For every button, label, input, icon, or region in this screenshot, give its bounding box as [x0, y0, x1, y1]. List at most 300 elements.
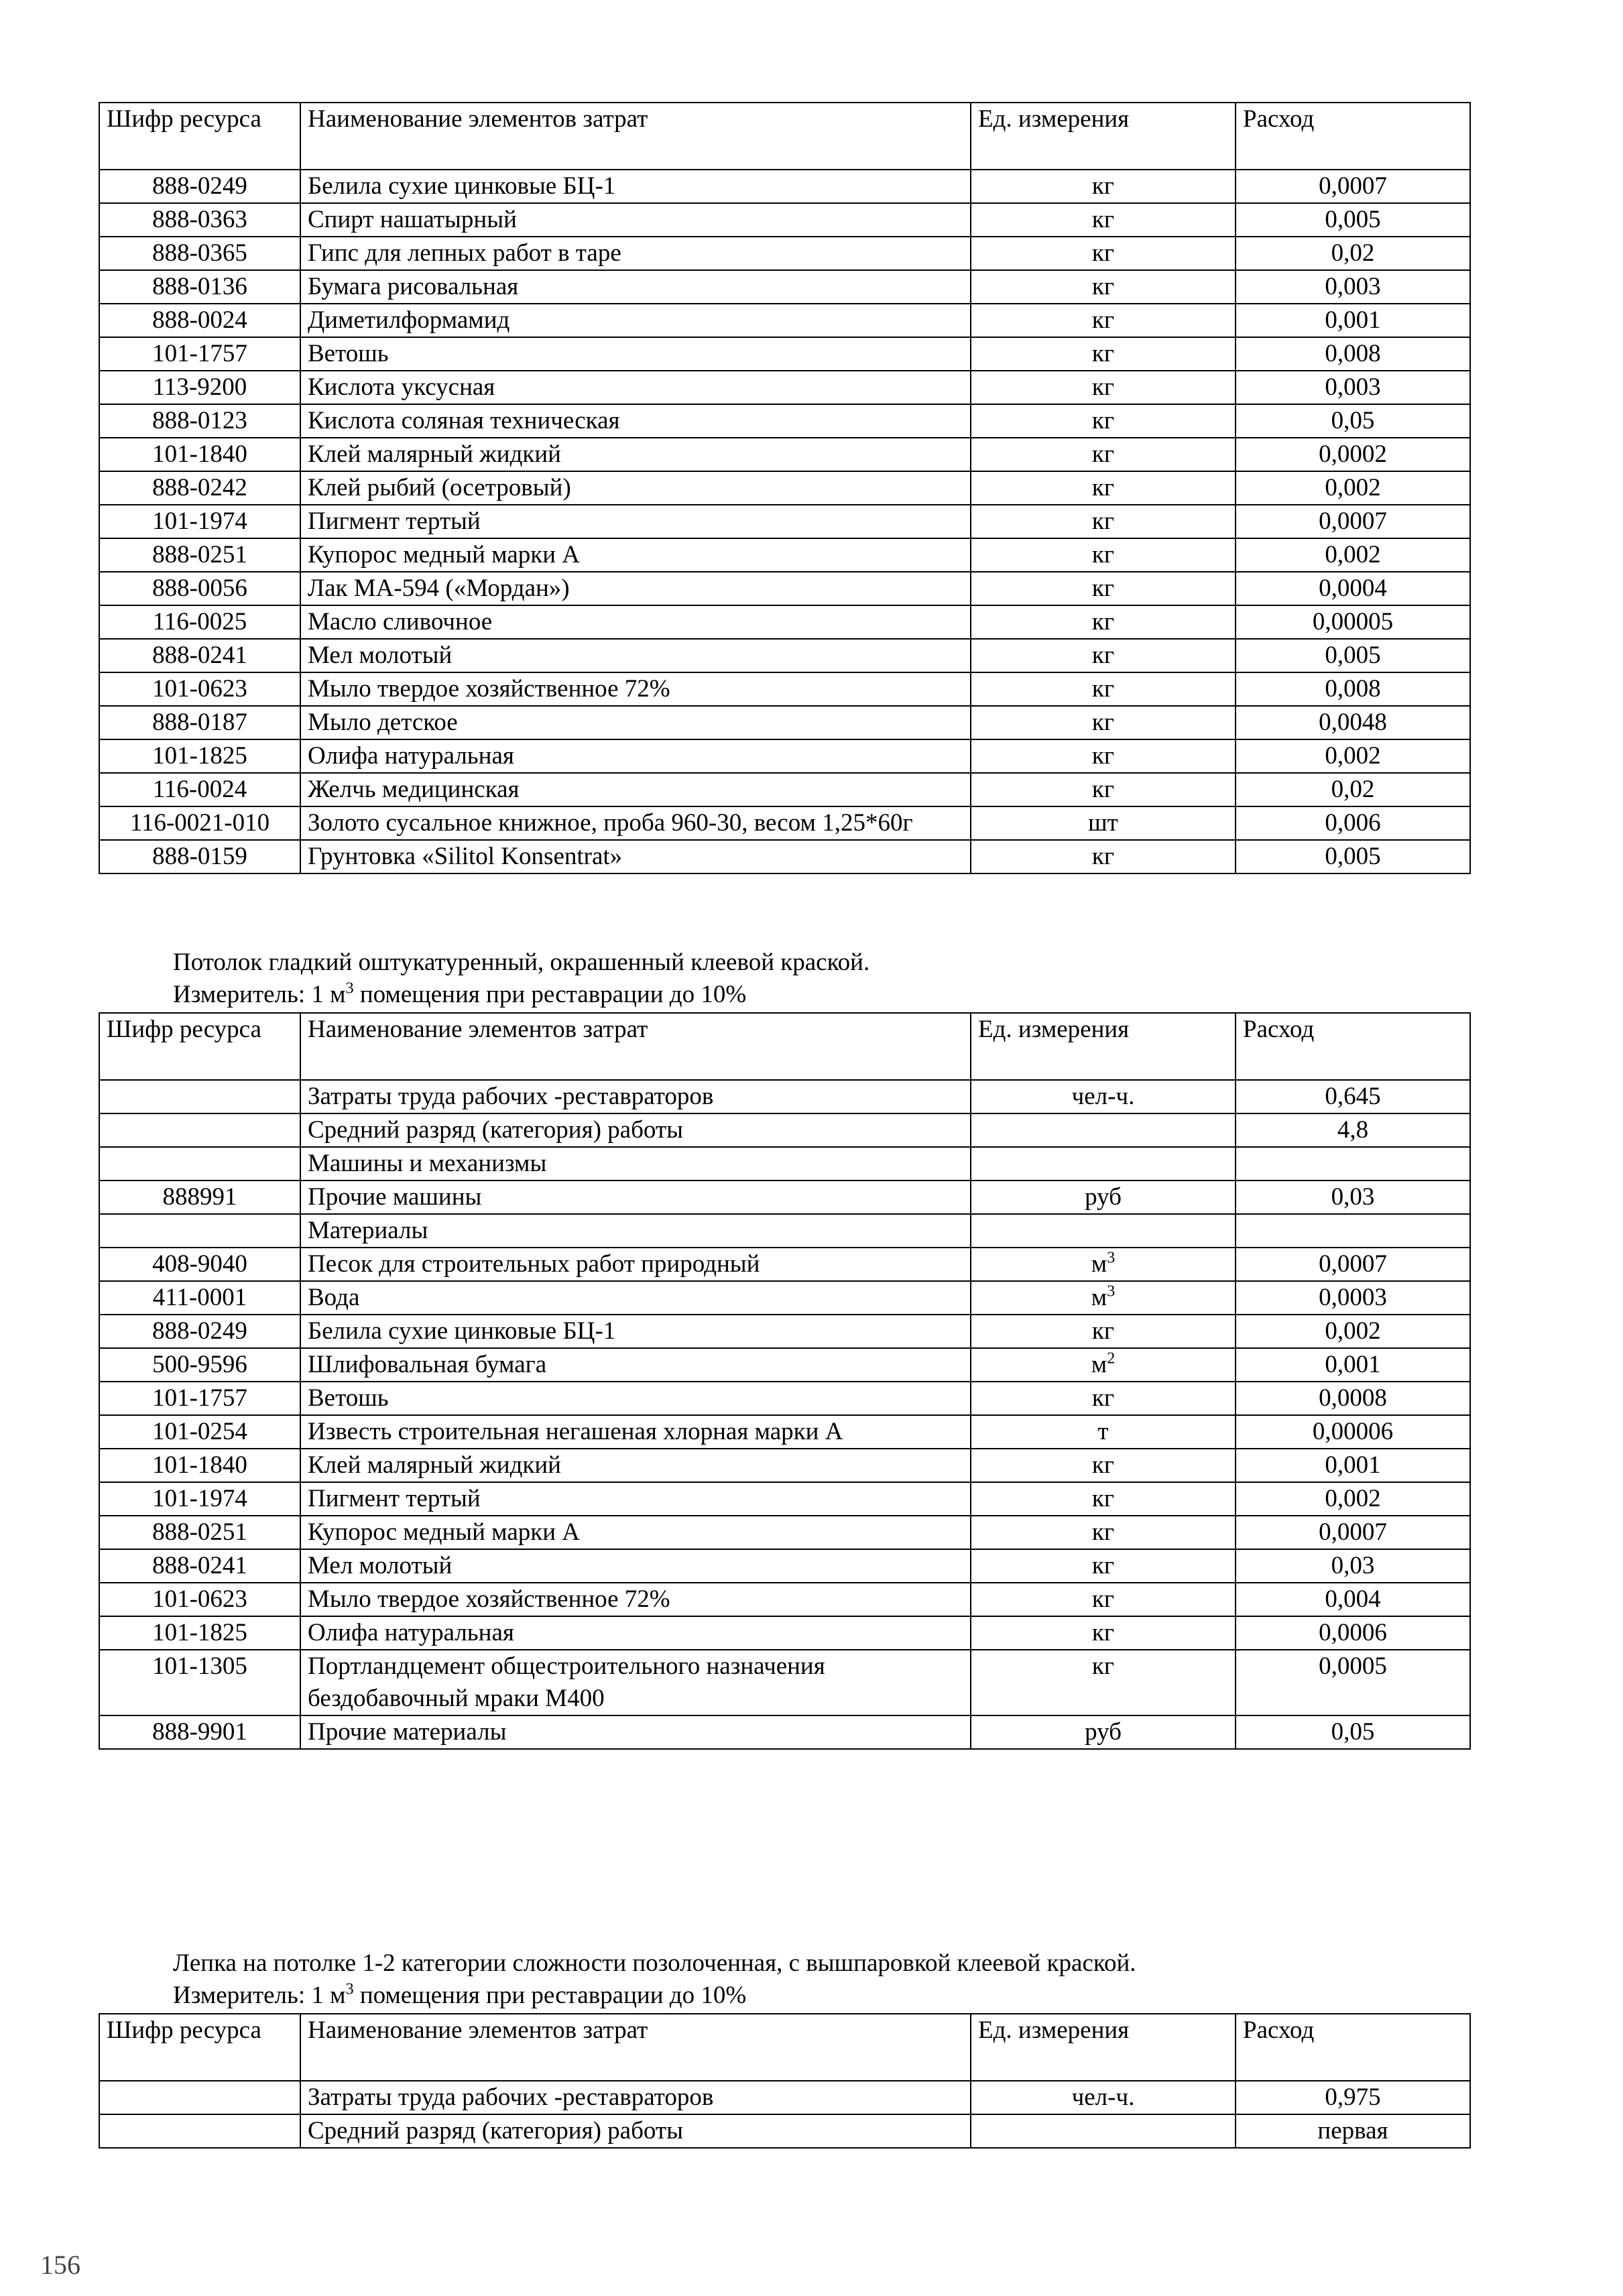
cost-element-name-text: Кислота уксусная	[308, 373, 495, 401]
resource-code	[99, 237, 300, 270]
table-row	[99, 773, 1470, 806]
unit-of-measure-text: чел-ч.	[1071, 1083, 1135, 1110]
unit-of-measure	[971, 1616, 1236, 1650]
unit-of-measure	[971, 1080, 1236, 1113]
resource-code	[99, 739, 300, 773]
unit-of-measure-text: кг	[1091, 1652, 1115, 1680]
consumption-value-text: 0,002	[1325, 742, 1381, 770]
resource-code-text: 101-1974	[152, 1485, 247, 1512]
table-row	[99, 337, 1470, 371]
consumption-value-text: 0,001	[1325, 306, 1381, 334]
resource-code	[99, 806, 300, 840]
unit-of-measure-text: кг	[1091, 306, 1115, 334]
consumption-value-text: 0,0007	[1319, 507, 1387, 535]
unit-of-measure-text: кг	[1091, 709, 1115, 736]
unit-of-measure	[971, 773, 1236, 806]
cost-element-name-text: Мел молотый	[308, 1552, 453, 1579]
unit-of-measure	[971, 1449, 1236, 1482]
cost-element-name	[300, 1382, 971, 1415]
header-unit: Ед. измерения	[971, 2014, 1236, 2081]
unit-of-measure-text: кг	[1091, 507, 1115, 535]
section-2-measure	[173, 979, 746, 1011]
unit-of-measure-text: кг	[1091, 575, 1115, 602]
resource-code	[99, 1549, 300, 1583]
unit-of-measure	[971, 1650, 1236, 1715]
resource-code	[99, 672, 300, 706]
cost-element-name	[300, 1080, 971, 1113]
unit-of-measure	[971, 505, 1236, 538]
cost-element-name	[300, 203, 971, 237]
unit-of-measure	[971, 706, 1236, 739]
unit-of-measure-text: кг	[1091, 1384, 1115, 1412]
table-row	[99, 304, 1470, 337]
unit-of-measure	[971, 471, 1236, 505]
header-unit: Ед. измерения	[971, 1013, 1236, 1080]
consumption-value	[1236, 672, 1470, 706]
unit-of-measure	[971, 806, 1236, 840]
cost-element-name	[300, 1516, 971, 1549]
table-row	[99, 1516, 1470, 1549]
resource-code-text: 101-1757	[152, 1384, 247, 1412]
resource-code-text: 101-1757	[152, 340, 247, 367]
consumption-value-text: первая	[1317, 2117, 1388, 2144]
resource-code	[99, 2081, 300, 2114]
consumption-value	[1236, 471, 1470, 505]
unit-of-measure	[971, 1516, 1236, 1549]
consumption-value	[1236, 739, 1470, 773]
unit-of-measure-text: чел-ч.	[1071, 2083, 1135, 2111]
resource-code	[99, 1113, 300, 1147]
table-3-body	[99, 2081, 1470, 2148]
resource-code	[99, 639, 300, 672]
consumption-value-text: 0,0006	[1319, 1619, 1387, 1646]
resource-code	[99, 1315, 300, 1348]
consumption-value	[1236, 1616, 1470, 1650]
resource-code	[99, 2114, 300, 2148]
consumption-value	[1236, 538, 1470, 572]
table-row	[99, 1214, 1470, 1248]
cost-element-name	[300, 1549, 971, 1583]
cost-element-name	[300, 840, 971, 873]
cost-element-name-text: Клей малярный жидкий	[308, 1451, 561, 1479]
cost-element-name-text: Грунтовка «Silitol Konsentrat»	[308, 843, 623, 870]
resource-code	[99, 337, 300, 371]
cost-element-name	[300, 237, 971, 270]
resource-code-text: 101-0254	[152, 1418, 247, 1445]
resource-code	[99, 1348, 300, 1382]
cost-element-name-text: Клей малярный жидкий	[308, 440, 561, 468]
table-row	[99, 605, 1470, 639]
consumption-value	[1236, 1650, 1470, 1715]
cost-element-name	[300, 739, 971, 773]
resource-code	[99, 471, 300, 505]
resource-code	[99, 203, 300, 237]
consumption-value	[1236, 170, 1470, 203]
unit-of-measure-text: м	[1091, 1351, 1107, 1378]
table-row	[99, 840, 1470, 873]
section-3-measure-suffix: помещения при реставрации до 10%	[353, 1982, 747, 2009]
consumption-value	[1236, 1348, 1470, 1382]
resource-table-2	[99, 1012, 1471, 1750]
consumption-value-text: 0,004	[1325, 1585, 1381, 1613]
unit-of-measure	[971, 1382, 1236, 1415]
resource-code-text: 888-0363	[152, 206, 247, 233]
table-header-row	[99, 103, 1470, 170]
section-3-measure	[173, 1980, 746, 2012]
table-row	[99, 1348, 1470, 1382]
header-qty: Расход	[1236, 1013, 1470, 1080]
table-row	[99, 505, 1470, 538]
header-code: Шифр ресурса	[99, 2014, 300, 2081]
resource-code-text: 888-0123	[152, 407, 247, 434]
header-name: Наименование элементов затрат	[300, 103, 971, 170]
consumption-value-text: 0,0003	[1319, 1284, 1387, 1311]
resource-code-text: 888-9901	[152, 1718, 247, 1746]
unit-of-measure-text: кг	[1091, 1552, 1115, 1579]
cost-element-name	[300, 170, 971, 203]
cost-element-name-text: Материалы	[308, 1217, 428, 1244]
unit-of-measure	[971, 840, 1236, 873]
table-row	[99, 270, 1470, 304]
consumption-value-text: 0,001	[1325, 1451, 1381, 1479]
table-row	[99, 170, 1470, 203]
cost-element-name	[300, 706, 971, 739]
unit-of-measure	[971, 538, 1236, 572]
resource-code-text: 101-1305	[152, 1652, 247, 1680]
consumption-value-text: 0,005	[1325, 642, 1381, 669]
resource-code-text: 888-0241	[152, 1552, 247, 1579]
table-row	[99, 706, 1470, 739]
unit-of-measure	[971, 672, 1236, 706]
section-2-measure-prefix: Измеритель: 1 м	[173, 981, 346, 1008]
consumption-value-text: 0,002	[1325, 474, 1381, 501]
resource-table-3	[99, 2013, 1471, 2149]
cost-element-name-text: Спирт нашатырный	[308, 206, 517, 233]
resource-code	[99, 1214, 300, 1248]
resource-code-text: 888-0251	[152, 541, 247, 568]
cost-element-name	[300, 1315, 971, 1348]
unit-of-measure	[971, 2081, 1236, 2114]
resource-code	[99, 1516, 300, 1549]
resource-code	[99, 1616, 300, 1650]
cost-element-name-text: Купорос медный марки А	[308, 1518, 581, 1546]
section-3-measure-sup: 3	[345, 1980, 354, 1998]
cost-element-name-text: Машины и механизмы	[308, 1150, 547, 1177]
unit-of-measure-text: руб	[1085, 1718, 1122, 1746]
consumption-value	[1236, 1449, 1470, 1482]
cost-element-name	[300, 639, 971, 672]
cost-element-name	[300, 572, 971, 605]
page-number: 156	[40, 2250, 80, 2280]
resource-code	[99, 1583, 300, 1616]
consumption-value	[1236, 773, 1470, 806]
cost-element-name-text: Олифа натуральная	[308, 742, 514, 770]
cost-element-name-text: Мел молотый	[308, 642, 453, 669]
cost-element-name	[300, 337, 971, 371]
cost-element-name-text: Олифа натуральная	[308, 1619, 514, 1646]
cost-element-name-text: Известь строительная негашеная хлорная марки А	[308, 1418, 843, 1445]
cost-element-name-text: Клей рыбий (осетровый)	[308, 474, 571, 501]
table-row	[99, 1415, 1470, 1449]
consumption-value-text: 0,005	[1325, 206, 1381, 233]
resource-code-text: 888-0241	[152, 642, 247, 669]
unit-of-measure-text: шт	[1088, 809, 1118, 837]
cost-element-name	[300, 2081, 971, 2114]
unit-of-measure-text: кг	[1091, 206, 1115, 233]
table-row	[99, 1382, 1470, 1415]
resource-code	[99, 1449, 300, 1482]
header-name: Наименование элементов затрат	[300, 1013, 971, 1080]
resource-code	[99, 572, 300, 605]
consumption-value-text: 0,008	[1325, 340, 1381, 367]
consumption-value	[1236, 2114, 1470, 2148]
consumption-value	[1236, 1181, 1470, 1214]
unit-of-measure	[971, 404, 1236, 438]
consumption-value-text: 0,0002	[1319, 440, 1387, 468]
table-1-body	[99, 170, 1470, 873]
table-row	[99, 2114, 1470, 2148]
cost-element-name-text: Белила сухие цинковые БЦ-1	[308, 172, 616, 200]
unit-of-measure-text: кг	[1091, 407, 1115, 434]
unit-of-measure	[971, 1715, 1236, 1749]
unit-of-measure	[971, 1549, 1236, 1583]
table-row	[99, 739, 1470, 773]
unit-of-measure-text: кг	[1091, 474, 1115, 501]
unit-of-measure-text: кг	[1091, 1619, 1115, 1646]
consumption-value-text: 0,02	[1331, 239, 1375, 267]
unit-of-measure-text: м	[1091, 1250, 1107, 1278]
consumption-value-text: 0,00005	[1312, 608, 1394, 636]
resource-code-text: 101-0623	[152, 1585, 247, 1613]
resource-code	[99, 505, 300, 538]
resource-code-text: 101-1825	[152, 1619, 247, 1646]
table-row	[99, 471, 1470, 505]
unit-of-measure	[971, 1113, 1236, 1147]
resource-code-text: 888-0187	[152, 709, 247, 736]
cost-element-name-text: Средний разряд (категория) работы	[308, 2117, 683, 2144]
cost-element-name-text: Прочие материалы	[308, 1718, 507, 1746]
resource-code-text: 408-9040	[152, 1250, 247, 1278]
table-row	[99, 1583, 1470, 1616]
table-row	[99, 1650, 1470, 1715]
cost-element-name-text: Желчь медицинская	[308, 776, 520, 803]
consumption-value	[1236, 639, 1470, 672]
consumption-value	[1236, 371, 1470, 404]
consumption-value-text: 0,003	[1325, 273, 1381, 300]
resource-code	[99, 404, 300, 438]
consumption-value	[1236, 2081, 1470, 2114]
cost-element-name-text: Купорос медный марки А	[308, 541, 581, 568]
cost-element-name	[300, 471, 971, 505]
cost-element-name	[300, 1113, 971, 1147]
table-row	[99, 1315, 1470, 1348]
cost-element-name	[300, 1583, 971, 1616]
unit-of-measure	[971, 304, 1236, 337]
cost-element-name	[300, 304, 971, 337]
table-row	[99, 1549, 1470, 1583]
table-row	[99, 438, 1470, 471]
table-row	[99, 203, 1470, 237]
table-row	[99, 1248, 1470, 1281]
unit-of-measure-text: кг	[1091, 742, 1115, 770]
table-row	[99, 371, 1470, 404]
table-2-body	[99, 1080, 1470, 1749]
unit-of-measure	[971, 739, 1236, 773]
consumption-value	[1236, 1715, 1470, 1749]
cost-element-name	[300, 1449, 971, 1482]
resource-code-text: 888-0024	[152, 306, 247, 334]
table-row	[99, 404, 1470, 438]
table-row	[99, 237, 1470, 270]
cost-element-name	[300, 1650, 971, 1715]
resource-code	[99, 170, 300, 203]
unit-of-measure-text: кг	[1091, 608, 1115, 636]
cost-element-name	[300, 1147, 971, 1181]
cost-element-name	[300, 1715, 971, 1749]
unit-of-measure	[971, 2114, 1236, 2148]
consumption-value-text: 0,02	[1331, 776, 1375, 803]
consumption-value	[1236, 572, 1470, 605]
cost-element-name-text: Пигмент тертый	[308, 1485, 481, 1512]
consumption-value	[1236, 1549, 1470, 1583]
cost-element-name-text: Гипс для лепных работ в таре	[308, 239, 621, 267]
consumption-value	[1236, 1315, 1470, 1348]
unit-of-measure-text: т	[1097, 1418, 1109, 1445]
cost-element-name-text: Лак МА-594 («Мордан»)	[308, 575, 570, 602]
header-name: Наименование элементов затрат	[300, 2014, 971, 2081]
table-row	[99, 538, 1470, 572]
cost-element-name	[300, 1248, 971, 1281]
resource-code	[99, 1181, 300, 1214]
cost-element-name	[300, 672, 971, 706]
resource-code	[99, 1415, 300, 1449]
resource-code-text: 500-9596	[152, 1351, 247, 1378]
resource-code-text: 113-9200	[152, 373, 247, 401]
consumption-value	[1236, 806, 1470, 840]
cost-element-name	[300, 1482, 971, 1516]
consumption-value	[1236, 438, 1470, 471]
consumption-value	[1236, 1415, 1470, 1449]
consumption-value	[1236, 203, 1470, 237]
table-row	[99, 1482, 1470, 1516]
table-row	[99, 1147, 1470, 1181]
table-row	[99, 1080, 1470, 1113]
cost-element-name-text: Бумага рисовальная	[308, 273, 519, 300]
cost-element-name-text: Песок для строительных работ природный	[308, 1250, 760, 1278]
consumption-value	[1236, 840, 1470, 873]
resource-code-text: 101-1840	[152, 1451, 247, 1479]
table-header-row	[99, 1013, 1470, 1080]
cost-element-name	[300, 1181, 971, 1214]
resource-code-text: 888-0251	[152, 1518, 247, 1546]
resource-code	[99, 1248, 300, 1281]
consumption-value-text: 0,0007	[1319, 172, 1387, 200]
consumption-value-text: 0,0008	[1319, 1384, 1387, 1412]
unit-of-measure-text: кг	[1091, 843, 1115, 870]
unit-of-measure	[971, 270, 1236, 304]
unit-of-measure-text: кг	[1091, 642, 1115, 669]
unit-of-measure-text: руб	[1085, 1183, 1122, 1211]
cost-element-name	[300, 538, 971, 572]
unit-of-measure-text: кг	[1091, 1518, 1115, 1546]
resource-code-text: 888-0249	[152, 1317, 247, 1345]
consumption-value	[1236, 1080, 1470, 1113]
resource-code-text: 116-0025	[152, 608, 247, 636]
table-row	[99, 572, 1470, 605]
resource-code	[99, 1147, 300, 1181]
consumption-value	[1236, 505, 1470, 538]
consumption-value-text: 0,03	[1331, 1552, 1375, 1579]
consumption-value-text: 0,003	[1325, 373, 1381, 401]
resource-code	[99, 840, 300, 873]
resource-code	[99, 538, 300, 572]
cost-element-name-text: Диметилформамид	[308, 306, 510, 334]
consumption-value-text: 0,002	[1325, 1317, 1381, 1345]
consumption-value-text: 0,0007	[1319, 1518, 1387, 1546]
table-row	[99, 1715, 1470, 1749]
cost-element-name	[300, 1348, 971, 1382]
cost-element-name	[300, 1214, 971, 1248]
consumption-value	[1236, 1281, 1470, 1315]
consumption-value	[1236, 1382, 1470, 1415]
consumption-value-text: 0,002	[1325, 541, 1381, 568]
resource-code	[99, 270, 300, 304]
cost-element-name	[300, 505, 971, 538]
consumption-value	[1236, 1583, 1470, 1616]
unit-of-measure	[971, 639, 1236, 672]
unit-of-measure-text: кг	[1091, 273, 1115, 300]
consumption-value	[1236, 706, 1470, 739]
cost-element-name-text: Мыло твердое хозяйственное 72%	[308, 675, 670, 703]
resource-code-text: 888-0056	[152, 575, 247, 602]
consumption-value-text: 0,0005	[1319, 1652, 1387, 1680]
cost-element-name-text: Средний разряд (категория) работы	[308, 1116, 683, 1144]
unit-of-measure	[971, 1315, 1236, 1348]
cost-element-name	[300, 1281, 971, 1315]
consumption-value	[1236, 1147, 1470, 1181]
consumption-value-text: 4,8	[1337, 1116, 1369, 1144]
consumption-value-text: 0,001	[1325, 1351, 1381, 1378]
unit-exponent: 3	[1107, 1249, 1116, 1267]
resource-code-text: 101-1974	[152, 507, 247, 535]
unit-of-measure	[971, 1482, 1236, 1516]
unit-of-measure-text: кг	[1091, 340, 1115, 367]
unit-exponent: 3	[1107, 1282, 1116, 1301]
cost-element-name	[300, 2114, 971, 2148]
consumption-value	[1236, 1214, 1470, 1248]
consumption-value	[1236, 404, 1470, 438]
consumption-value-text: 0,008	[1325, 675, 1381, 703]
unit-of-measure	[971, 1583, 1236, 1616]
resource-code	[99, 1715, 300, 1749]
unit-of-measure-text: кг	[1091, 373, 1115, 401]
resource-code-text: 888-0365	[152, 239, 247, 267]
section-2-measure-suffix: помещения при реставрации до 10%	[353, 981, 747, 1008]
cost-element-name-text: Затраты труда рабочих -реставраторов	[308, 1083, 714, 1110]
table-row	[99, 1616, 1470, 1650]
consumption-value-text: 0,03	[1331, 1183, 1375, 1211]
cost-element-name-text: Прочие машины	[308, 1183, 482, 1211]
cost-element-name-text: Ветошь	[308, 340, 389, 367]
unit-of-measure	[971, 237, 1236, 270]
section-3-title: Лепка на потолке 1-2 категории сложности позолоченная, с вышпаровкой клеевой краской.	[173, 1949, 1136, 1977]
resource-code-text: 101-1840	[152, 440, 247, 468]
unit-of-measure-text: кг	[1091, 440, 1115, 468]
cost-element-name	[300, 1616, 971, 1650]
table-row	[99, 1113, 1470, 1147]
consumption-value	[1236, 1113, 1470, 1147]
consumption-value	[1236, 337, 1470, 371]
